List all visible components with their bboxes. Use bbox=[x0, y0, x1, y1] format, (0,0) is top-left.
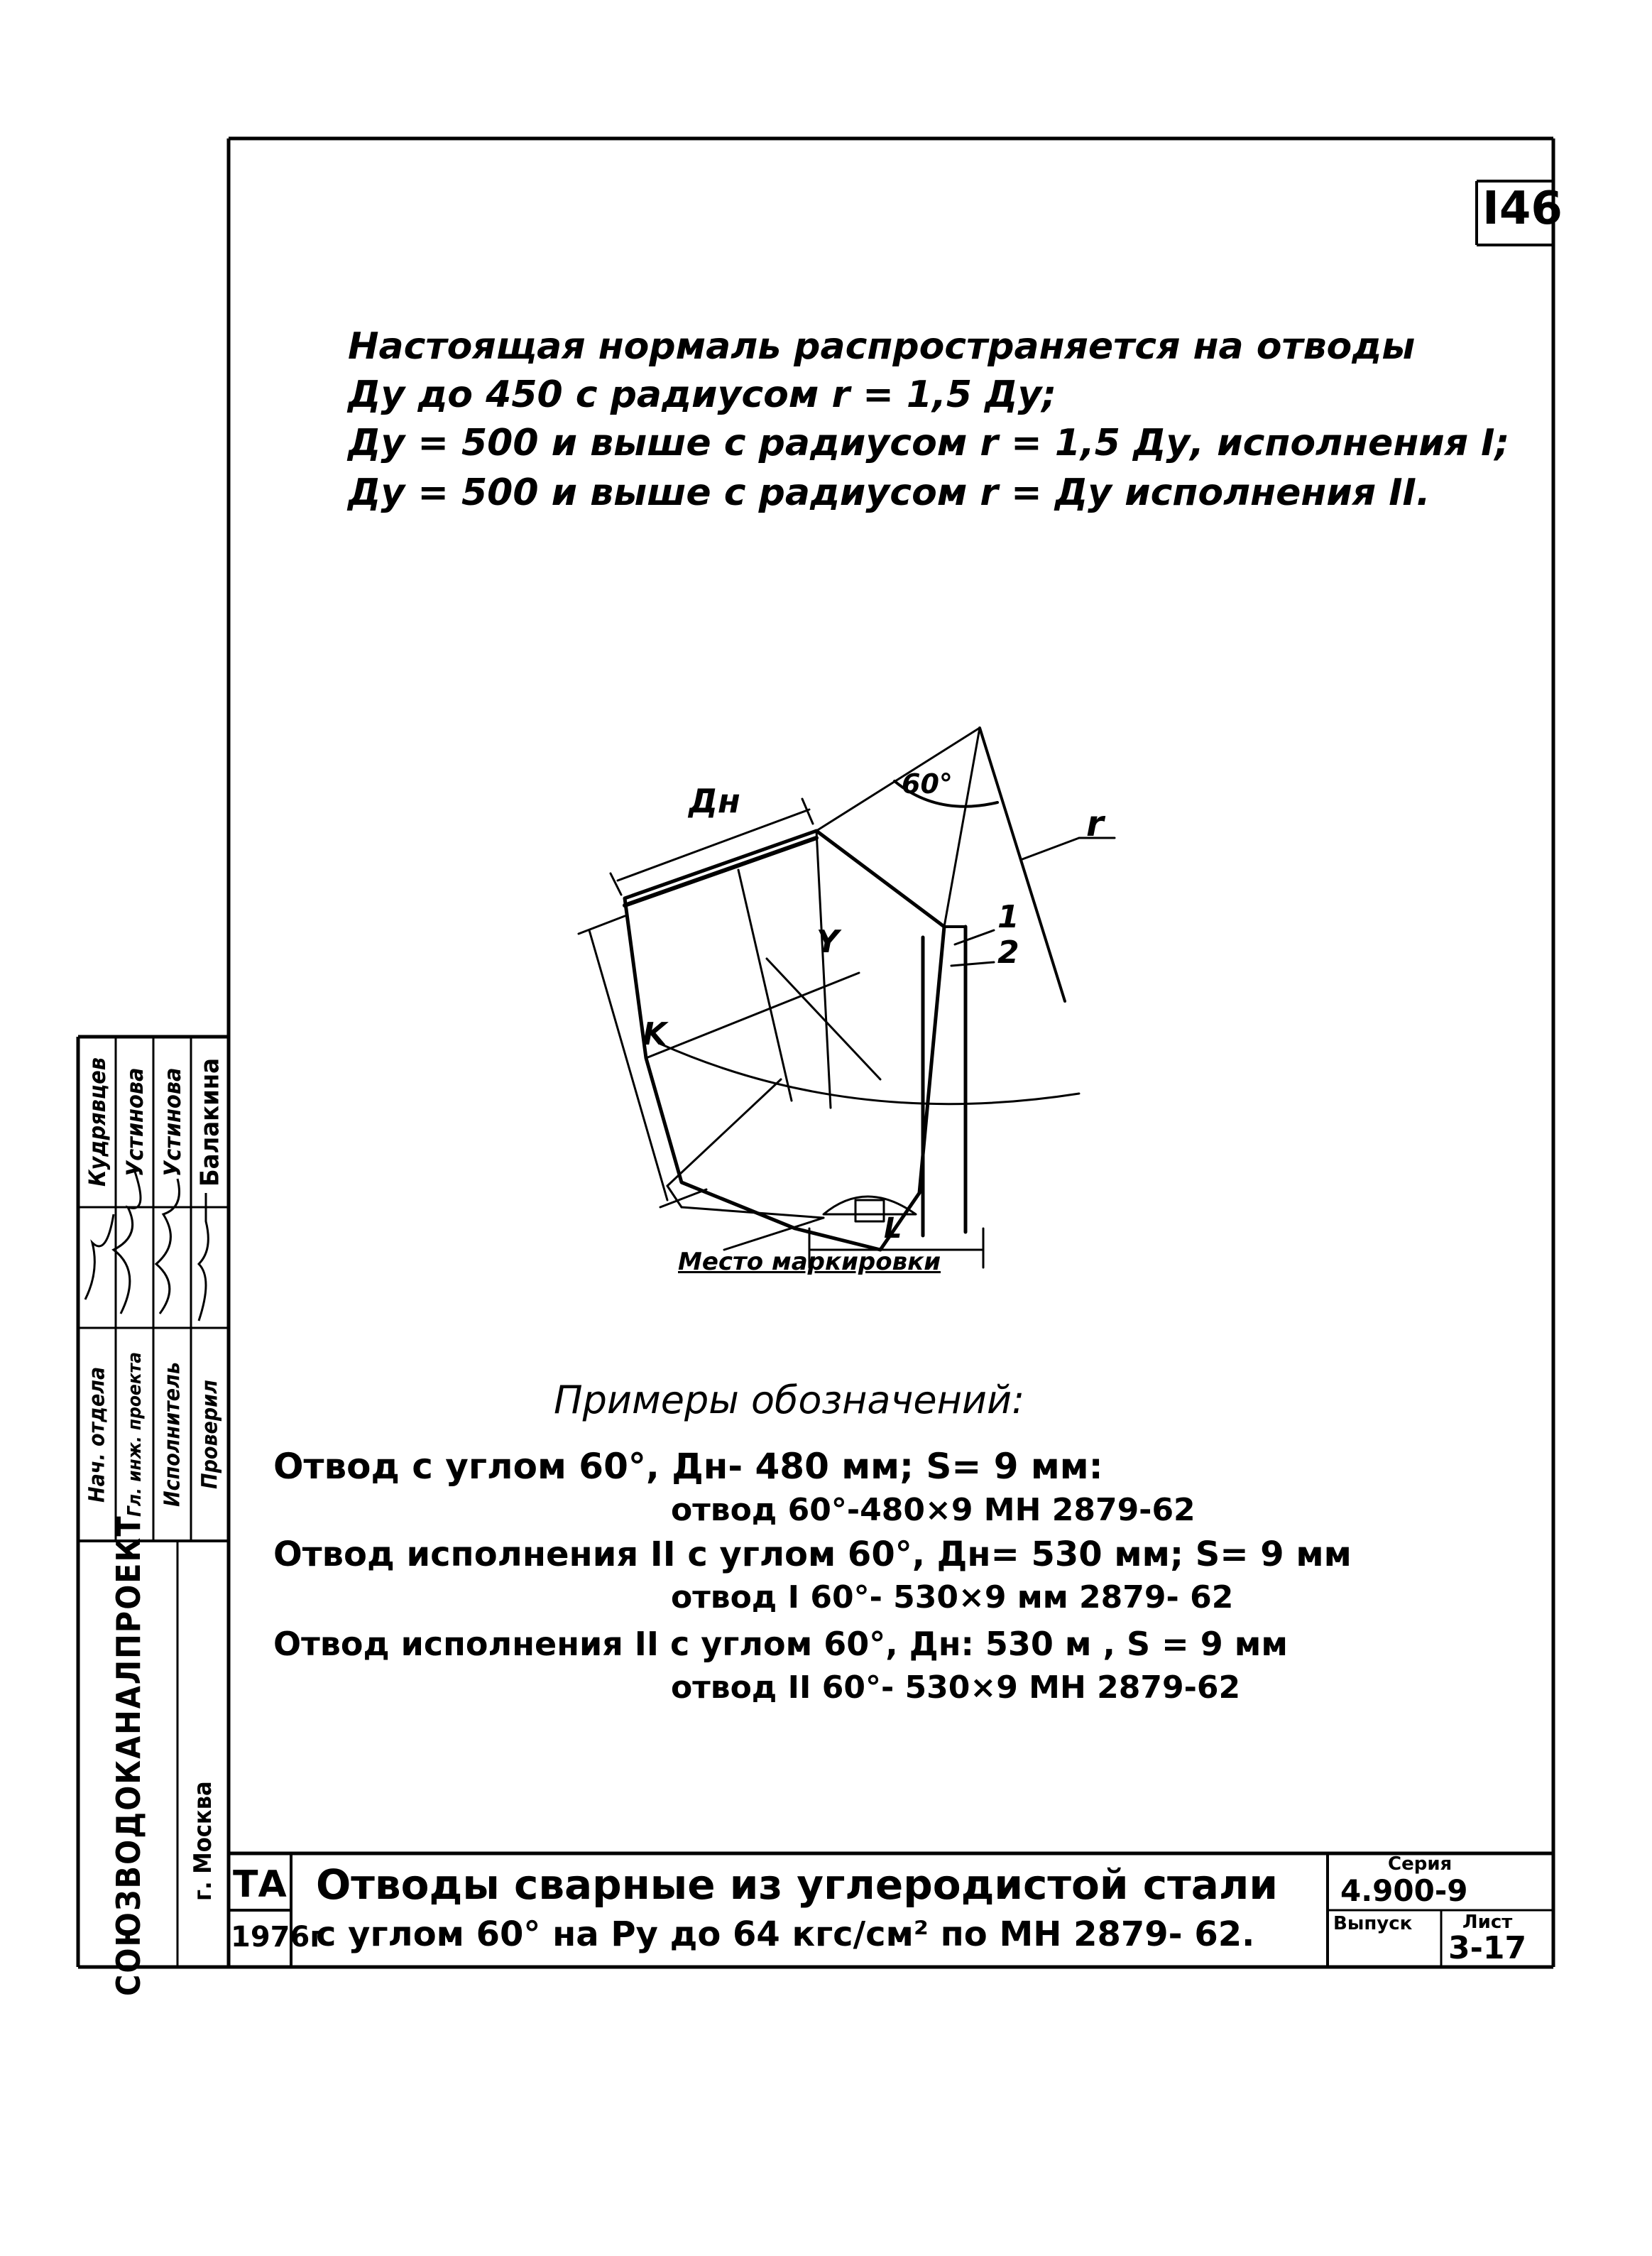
note-line-2: Ду до 450 с радиусом r = 1,5 Ду; bbox=[348, 374, 1057, 416]
stamp-city: г. Москва bbox=[189, 1781, 217, 1901]
document-title-line-2: с углом 60° на Ру до 64 кгс/см² по МН 2879- 62. bbox=[316, 1914, 1255, 1954]
marking-place-label: Место маркировки bbox=[678, 1248, 941, 1276]
radius-label: r bbox=[1086, 803, 1104, 844]
stamp-role-3: Исполнитель bbox=[160, 1362, 185, 1507]
title-code: ТА bbox=[233, 1863, 287, 1906]
document-title-line-1: Отводы сварные из углеродистой стали bbox=[316, 1860, 1278, 1909]
sheet-value: 3-17 bbox=[1448, 1930, 1527, 1966]
dim-dn-label: Дн bbox=[689, 782, 740, 820]
stamp-name-4: Балакина bbox=[195, 1057, 225, 1187]
dim-l-label: L bbox=[884, 1212, 902, 1245]
example-1-desc: Отвод с углом 60°, Дн- 480 мм; S= 9 мм: bbox=[273, 1446, 1103, 1487]
callout-1-label: 1 bbox=[997, 899, 1019, 935]
title-year: 1976г bbox=[231, 1921, 325, 1953]
note-line-4: Ду = 500 и выше с радиусом r = Ду исполнения II. bbox=[348, 472, 1431, 514]
example-2-desc: Отвод исполнения II с углом 60°, Дн= 530 мм; S= 9 мм bbox=[273, 1535, 1352, 1574]
example-3-code: отвод II 60°- 530×9 МН 2879-62 bbox=[671, 1669, 1241, 1706]
series-label: Серия bbox=[1388, 1853, 1453, 1875]
page-number: I46 bbox=[1482, 182, 1563, 235]
example-1-code: отвод 60°-480×9 МН 2879-62 bbox=[671, 1492, 1196, 1528]
note-line-3: Ду = 500 и выше с радиусом r = 1,5 Ду, исполнения I; bbox=[348, 422, 1510, 464]
stamp-role-1: Нач. отдела bbox=[84, 1366, 110, 1503]
issue-label: Выпуск bbox=[1333, 1913, 1413, 1934]
example-3-desc: Отвод исполнения II с углом 60°, Дн: 530 м , S = 9 мм bbox=[273, 1625, 1288, 1663]
sheet-label: Лист bbox=[1462, 1912, 1513, 1933]
stamp-name-1: Кудрявцев bbox=[84, 1057, 111, 1187]
y-label: Y bbox=[816, 924, 839, 960]
angle-label: 60° bbox=[902, 768, 953, 800]
series-value: 4.900-9 bbox=[1340, 1873, 1468, 1908]
stamp-name-2: Устинова bbox=[121, 1067, 148, 1177]
stamp-role-2: Гл. инж. проекта bbox=[124, 1352, 146, 1517]
dim-k-label: K bbox=[642, 1016, 667, 1052]
callout-2-label: 2 bbox=[997, 934, 1019, 971]
examples-heading: Примеры обозначений: bbox=[554, 1378, 1025, 1422]
stamp-name-3: Устинова bbox=[159, 1067, 186, 1177]
note-line-1: Настоящая нормаль распространяется на отводы bbox=[348, 325, 1416, 368]
stamp-organisation: СОЮЗВОДОКАНАЛПРОЕКТ bbox=[109, 1515, 148, 1997]
example-2-code: отвод I 60°- 530×9 мм 2879- 62 bbox=[671, 1579, 1234, 1615]
stamp-role-4: Проверил bbox=[197, 1380, 223, 1489]
